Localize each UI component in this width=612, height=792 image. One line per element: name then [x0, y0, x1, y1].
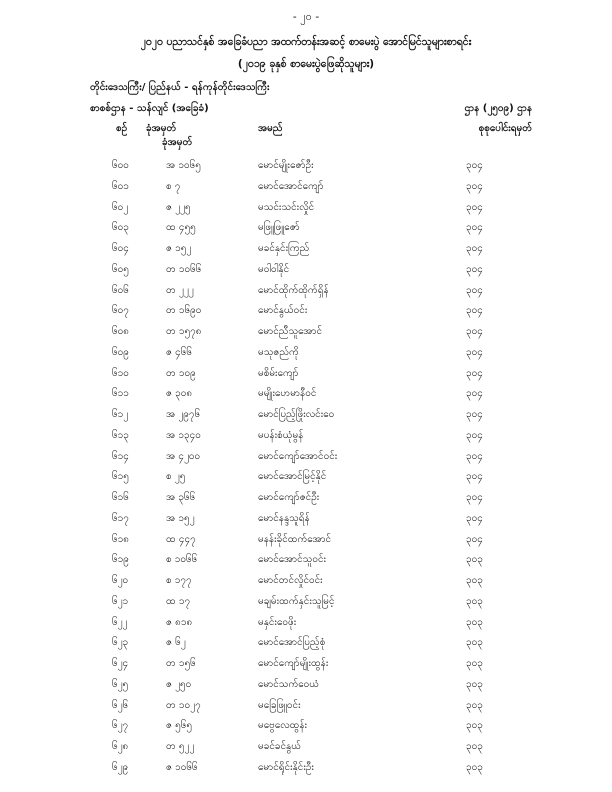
total-score: ၃၀၃ [466, 741, 483, 752]
row-number: ၆၁၁ [112, 388, 129, 400]
table-row [0, 303, 612, 324]
candidate-name: မောင်ကျော်အောင်ဝင်း [258, 450, 338, 462]
row-number: ၆၁၆ [112, 492, 129, 503]
seat-number: အ ၄၂၀၀ [166, 450, 201, 462]
candidate-name: မောင်အောင်မြင့်နိုင် [258, 471, 327, 483]
row-number: ၆၀၁ [112, 180, 129, 192]
row-number: ၆၀၀ [112, 160, 129, 171]
results-table [0, 158, 612, 781]
candidate-name: မောင်ထိုက်ထိုက်ရှိန် [258, 284, 329, 296]
table-row [0, 573, 612, 594]
table-row [0, 511, 612, 532]
table-row [0, 615, 612, 636]
table-row [0, 158, 612, 179]
seat-number: အ ၁၃၄၀ [166, 429, 201, 441]
total-score: ၃၀၄ [466, 367, 483, 379]
row-number: ၆၀၇ [112, 305, 129, 317]
page-number: - ၂၀ - [292, 10, 320, 23]
row-number: ၆၁၇ [112, 512, 129, 524]
table-row [0, 407, 612, 428]
column-header-total: စုစုပေါင်းရမှတ် [478, 123, 532, 134]
table-row [0, 594, 612, 615]
table-row [0, 241, 612, 262]
candidate-name: မစိမ်းကျော် [258, 367, 299, 379]
candidate-name: မခင်နှင်းကြည် [258, 243, 310, 254]
row-number: ၆၁၈ [112, 533, 129, 545]
seat-number: ဇ ၁၅၂ [166, 243, 192, 254]
table-row [0, 698, 612, 719]
table-row [0, 386, 612, 407]
table-row [0, 324, 612, 345]
table-row [0, 262, 612, 283]
candidate-name: မောင်နန္ဒသူရိန် [258, 512, 310, 524]
row-number: ၆၁၅ [112, 471, 129, 483]
table-row [0, 532, 612, 553]
candidate-name: မခြေဖြူဝင်း [258, 699, 301, 711]
row-number: ၆၁၉ [112, 554, 129, 566]
total-score: ၃၀၃ [466, 616, 483, 628]
total-score: ၃၀၄ [466, 471, 483, 483]
row-number: ၆၁၃ [112, 429, 129, 441]
total-score: ၃၀၄ [466, 263, 483, 275]
total-score: ၃၀၃ [466, 575, 483, 586]
seat-number: တ ၁၆၉၀ [166, 305, 202, 317]
total-score: ၃၀၄ [466, 429, 483, 441]
table-row [0, 345, 612, 366]
total-score: ၃၀၄ [466, 160, 483, 171]
table-row [0, 428, 612, 449]
row-number: ၆၁၀ [112, 367, 129, 379]
row-number: ၆၂၃ [112, 637, 129, 649]
row-number: ၆၀၆ [112, 284, 129, 296]
table-row [0, 760, 612, 781]
seat-number: စ ၂၅ [166, 471, 186, 483]
candidate-name: မပန်းစံယုံမွန် [258, 429, 304, 441]
candidate-name: မနှင်းဝေဖိုး [258, 616, 297, 628]
total-score: ၃၀၄ [466, 533, 483, 545]
seat-number: တ ၂၂၂ [166, 284, 194, 296]
seat-number: ဇ ၂၂၅ [166, 201, 191, 213]
candidate-name: မသုဇည်ကို [258, 346, 299, 358]
total-score: ၃၀၃ [466, 761, 483, 773]
total-score: ၃၀၄ [466, 326, 483, 337]
document-title: ၂၀၂၀ ပညာသင်နှစ် အခြေခံပညာ အထက်တန်းအဆင့် စာမေးပွဲ အောင်မြင်သူများစာရင်း [140, 36, 472, 48]
seat-number: တ ၁၅၇၈ [166, 326, 202, 337]
seat-number: ထ ၄၄၇ [166, 533, 196, 545]
seat-number: ဇ ၂၅၀ [166, 678, 192, 690]
seat-number: တ ၁၀၉ [166, 367, 196, 379]
row-number: ၆၁၄ [112, 450, 129, 462]
row-number: ၆၂၈ [112, 741, 129, 752]
candidate-name: မောင်သက်ဝေယံ [258, 678, 320, 690]
candidate-name: မနန်းခိုင်ထက်အောင် [258, 533, 332, 545]
table-row [0, 718, 612, 739]
total-score: ၃၀၄ [466, 180, 483, 192]
seat-number: အ ၃၆၆ [166, 492, 196, 503]
total-score: ၃၀၃ [466, 595, 483, 607]
seat-number: တ ၁၅၆ [166, 658, 196, 669]
candidate-name: မောင်အောင်သူဝင်း [258, 554, 327, 566]
table-row [0, 220, 612, 241]
total-score: ၃၀၃ [466, 658, 483, 669]
document-subtitle: (၂၀၁၉ ခုနှစ် စာမေးပွဲဖြေဆိုသူများ) [237, 58, 375, 70]
row-number: ၆၂၆ [112, 699, 129, 711]
seat-number: ထ ၁၇ [166, 595, 191, 607]
seat-number: အ ၁၀၆၅ [166, 160, 201, 171]
seat-number: တ ၁၀၂၇ [166, 699, 201, 711]
total-score: ၃၀၃ [466, 720, 483, 732]
table-row [0, 449, 612, 470]
table-row [0, 739, 612, 760]
table-row [0, 200, 612, 221]
total-score: ၃၀၃ [466, 699, 483, 711]
total-score: ၃၀၃ [466, 678, 483, 690]
total-score: ၃၀၄ [466, 409, 483, 420]
candidate-name: မောင်နွယ်ဝင်း [258, 305, 308, 317]
column-header-no: စဉ် [116, 123, 128, 134]
total-score: ၃၀၄ [466, 243, 483, 254]
candidate-name: မောင်ညီသူအောင် [258, 326, 323, 337]
total-score: ၃၀၄ [466, 201, 483, 213]
total-score: ၃၀၃ [466, 554, 483, 566]
row-number: ၆၁၂ [112, 409, 129, 420]
row-number: ၆၂၉ [112, 761, 129, 773]
column-header-seat: ခုံအမှတ် [146, 123, 177, 134]
total-score: ၃၀၄ [466, 222, 483, 234]
table-row [0, 552, 612, 573]
candidate-name: မောင်ကျော်ဇင်ဦး [258, 492, 320, 503]
seat-number: ဇ ၁၀၆၆ [166, 761, 198, 773]
column-header-seat-line2: ခုံအမှတ် [162, 137, 193, 148]
total-score: ၃၀၃ [466, 637, 483, 649]
center-code: ဌာန (၂၅၀၉) ဌာန [464, 103, 532, 114]
candidate-name: မောင်တင်လှိုင်ဝင်း [258, 575, 323, 586]
seat-number: ဇ ၄၆၆ [166, 346, 193, 358]
row-number: ၆၂၇ [112, 720, 129, 732]
seat-number: အ ၁၅၂ [166, 512, 195, 524]
exam-center-label: စာစစ်ဌာန - သန်လျင် (အခြေခံ) [90, 103, 209, 114]
candidate-name: မသင်းသင်းလှိုင် [258, 201, 315, 213]
seat-number: တ ၁၀၆၆ [166, 263, 202, 275]
row-number: ၆၀၃ [112, 222, 129, 234]
total-score: ၃၀၄ [466, 305, 483, 317]
table-row [0, 179, 612, 200]
row-number: ၆၂၀ [112, 575, 129, 586]
candidate-name: မောင်မျိုးဇော်ဦး [258, 160, 314, 171]
total-score: ၃၀၄ [466, 346, 483, 358]
candidate-name: မောင်အောင်ပြည့်စုံ [258, 637, 326, 649]
table-row [0, 677, 612, 698]
total-score: ၃၀၄ [466, 388, 483, 400]
candidate-name: မဖြူဖြူဇော် [258, 222, 300, 234]
seat-number: စ ၁၀၆၆ [166, 554, 198, 566]
row-number: ၆၂၁ [112, 595, 129, 607]
candidate-name: မခင်ခင်နွယ် [258, 741, 301, 752]
seat-number: ဇ ၈၁၈ [166, 616, 193, 628]
region-label: တိုင်းဒေသကြီး/ ပြည်နယ် - ရန်ကုန်တိုင်းဒေသကြီး [90, 82, 270, 93]
candidate-name: မောင်ပြည့်ဖြိုးလင်းဝေ [258, 409, 335, 420]
column-header-name: အမည် [258, 123, 283, 134]
candidate-name: မောင်ကျော်မျိုးထွန်း [258, 658, 329, 669]
seat-number: ထ ၄၅၅ [166, 222, 196, 234]
row-number: ၆၀၉ [112, 346, 129, 358]
seat-number: အ ၂၉၇၆ [166, 409, 201, 420]
candidate-name: မောင်ရိုင်းနိုင်းဦး [258, 761, 314, 773]
seat-number: စ ၇ [166, 180, 181, 192]
seat-number: စ ၁၇၇ [166, 575, 192, 586]
row-number: ၆၀၅ [112, 263, 129, 275]
row-number: ၆၂၅ [112, 678, 129, 690]
seat-number: ဇ ၅၆၅ [166, 720, 193, 732]
table-row [0, 656, 612, 677]
candidate-name: မမျိုးဟေမာနီဝင် [258, 388, 317, 400]
table-row [0, 635, 612, 656]
total-score: ၃၀၄ [466, 492, 483, 503]
seat-number: ဇ ၆၂ [166, 637, 186, 649]
candidate-name: မချမ်းထက်နှင်းသူမြင့် [258, 595, 335, 607]
table-row [0, 490, 612, 511]
candidate-name: မဗွေလေထွန်း [258, 720, 308, 732]
row-number: ၆၀၈ [112, 326, 129, 337]
row-number: ၆၂၄ [112, 658, 129, 669]
table-row [0, 283, 612, 304]
table-row [0, 469, 612, 490]
seat-number: တ ၅၂၂ [166, 741, 195, 752]
candidate-name: မဝါဝါနိုင် [258, 263, 290, 275]
total-score: ၃၀၄ [466, 284, 483, 296]
row-number: ၆၀၄ [112, 243, 129, 254]
row-number: ၆၀၂ [112, 201, 129, 213]
candidate-name: မောင်အောင်ကျော် [258, 180, 324, 192]
total-score: ၃၀၄ [466, 512, 483, 524]
row-number: ၆၂၂ [112, 616, 128, 628]
table-row [0, 366, 612, 387]
seat-number: ဇ ၃၀၈ [166, 388, 193, 400]
total-score: ၃၀၄ [466, 450, 483, 462]
